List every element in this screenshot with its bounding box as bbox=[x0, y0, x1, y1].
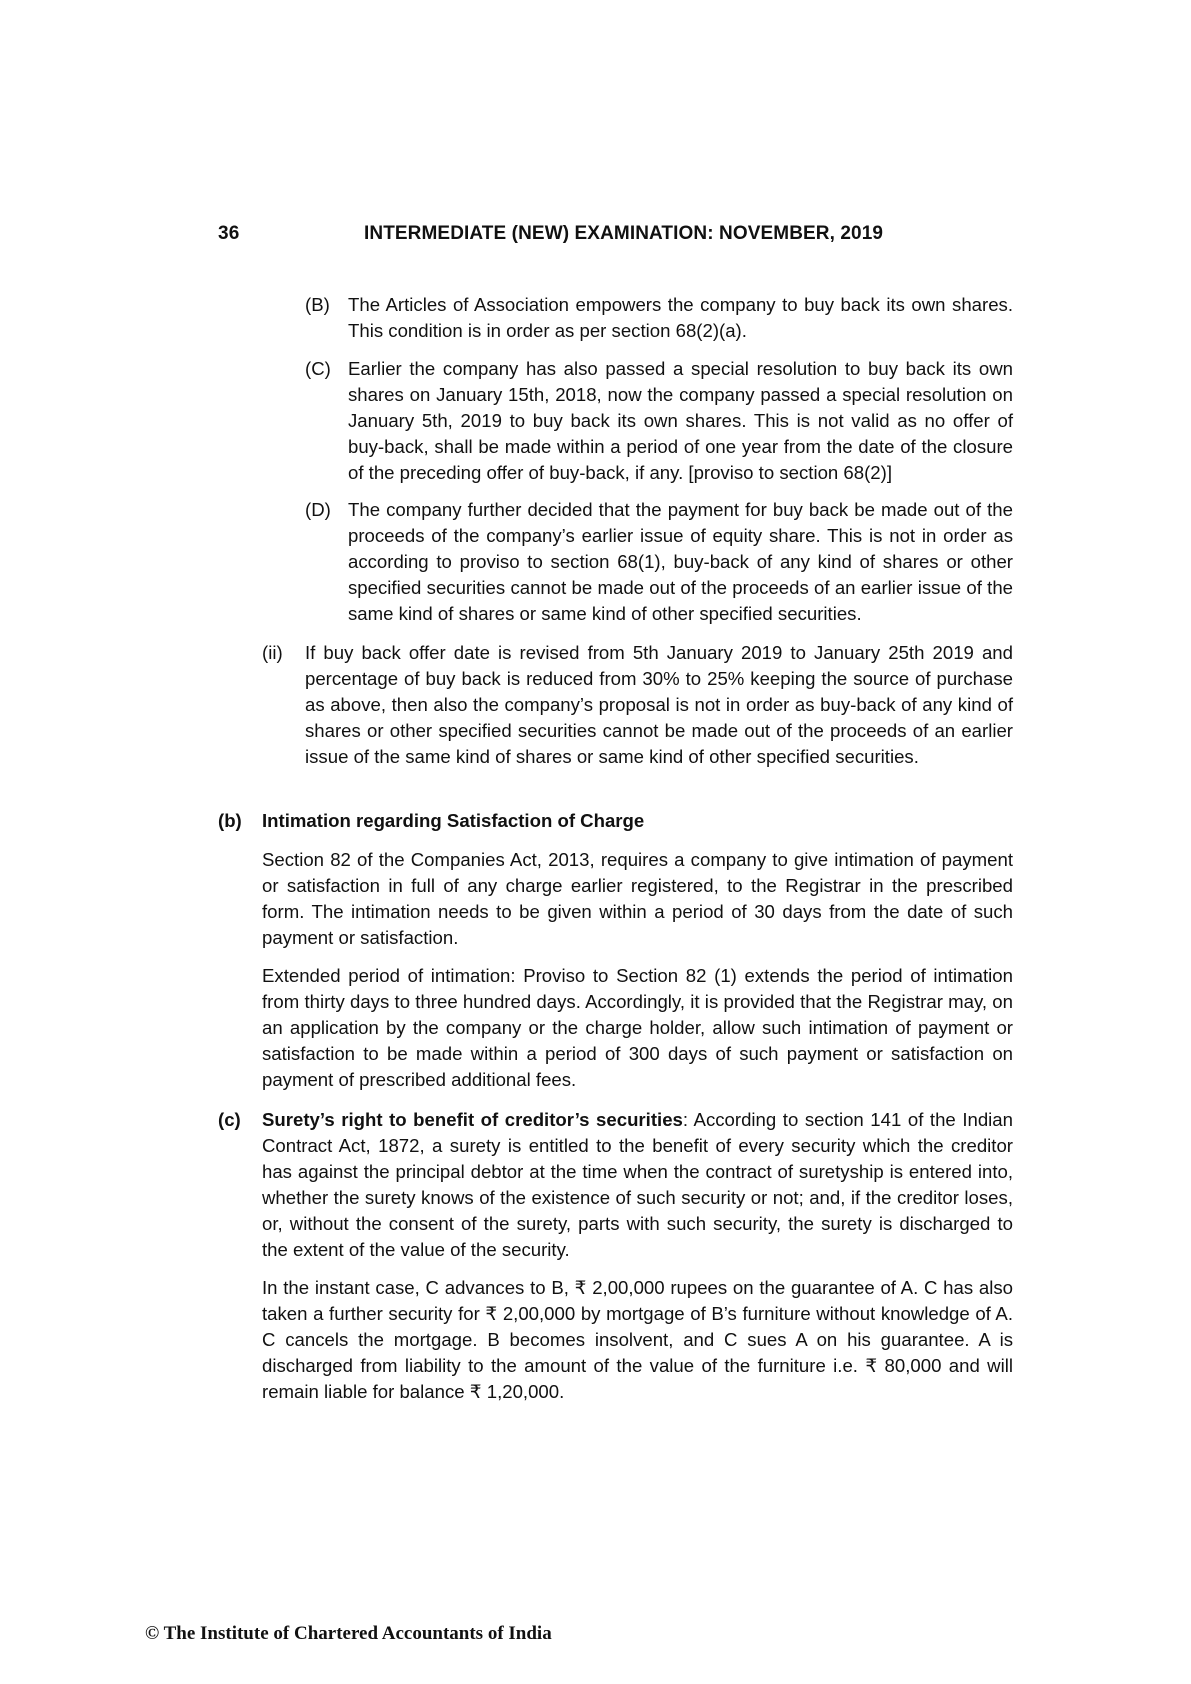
header-title: INTERMEDIATE (NEW) EXAMINATION: NOVEMBER, 2019 bbox=[364, 223, 884, 244]
section-c-paragraph-2: In the instant case, C advances to B, ₹ 2,00,000 rupees on the guarantee of A. C has also taken a further security for ₹ 2,00,000 by mortgage of B’s furniture without knowledge of A. C cancels the mortgage. B becomes insolvent, and C sues A on his guarantee. A is discharged from liability to the amount of the value of the furniture i.e. ₹ 80,000 and will remain liable for balance ₹ 1,20,000. bbox=[262, 1277, 1013, 1402]
section-b-paragraph-1: Section 82 of the Companies Act, 2013, requires a company to give intimation of payment or satisfaction in full of any charge earlier registered, to the Registrar in the prescribed form. The intimation needs to be given within a period of 30 days from the date of such payment or satisfaction. bbox=[262, 849, 1013, 948]
item-d-text: The company further decided that the payment for buy back be made out of the proceeds of the company’s earlier issue of equity share. This is not in order as according to proviso to section 68(1), buy-back of any kind of shares or other specified securities cannot be made out of the proceeds of an earlier issue of the same kind of shares or same kind of other specified securities. bbox=[348, 499, 1013, 624]
item-c-label: (C) bbox=[305, 358, 331, 379]
footer-copyright: © The Institute of Chartered Accountants of India bbox=[145, 1623, 552, 1644]
section-b-label: (b) bbox=[218, 810, 242, 831]
section-c-heading: Surety’s right to benefit of creditor’s securities bbox=[262, 1109, 683, 1130]
item-c-text: Earlier the company has also passed a special resolution to buy back its own shares on January 15th, 2018, now the company passed a special resolution on January 5th, 2019 to buy back its own shares. This is not valid as no offer of buy-back, shall be made within a period of one year from the date of the closure of the preceding offer of buy-back, if any. [proviso to section 68(2)] bbox=[348, 358, 1013, 483]
section-c-paragraph-1 bbox=[262, 1107, 1013, 1263]
page-header bbox=[0, 221, 1191, 249]
page-number: 36 bbox=[218, 223, 240, 244]
section-b-heading: Intimation regarding Satisfaction of Charge bbox=[262, 810, 645, 831]
section-b-paragraph-2: Extended period of intimation: Proviso to Section 82 (1) extends the period of intimation from thirty days to three hundred days. Accordingly, it is provided that the Registrar may, on an application by the company or the charge holder, allow such intimation of payment or satisfaction to be made within a period of 300 days of such payment or satisfaction on payment of prescribed additional fees. bbox=[262, 965, 1013, 1090]
item-b-text: The Articles of Association empowers the company to buy back its own shares. This condition is in order as per section 68(2)(a). bbox=[348, 294, 1013, 341]
item-d-label: (D) bbox=[305, 499, 331, 520]
item-b-label: (B) bbox=[305, 294, 330, 315]
item-ii-text: If buy back offer date is revised from 5th January 2019 to January 25th 2019 and percentage of buy back is reduced from 30% to 25% keeping the source of purchase as above, then also the company’s proposal is not in order as buy-back of any kind of shares or other specified securities cannot be made out of the proceeds of an earlier issue of the same kind of shares or same kind of other specified securities. bbox=[305, 642, 1013, 767]
item-ii-label: (ii) bbox=[262, 642, 283, 663]
section-c-label: (c) bbox=[218, 1109, 241, 1130]
section-c-paragraph-1-text: : According to section 141 of the Indian Contract Act, 1872, a surety is entitled to the benefit of every security which the creditor has against the principal debtor at the time when the contract of suretyship is entered into, whether the surety knows of the existence of such security or not; and, if the creditor loses, or, without the consent of the surety, parts with such security, the surety is discharged to the extent of the value of the security. bbox=[262, 1109, 1013, 1260]
